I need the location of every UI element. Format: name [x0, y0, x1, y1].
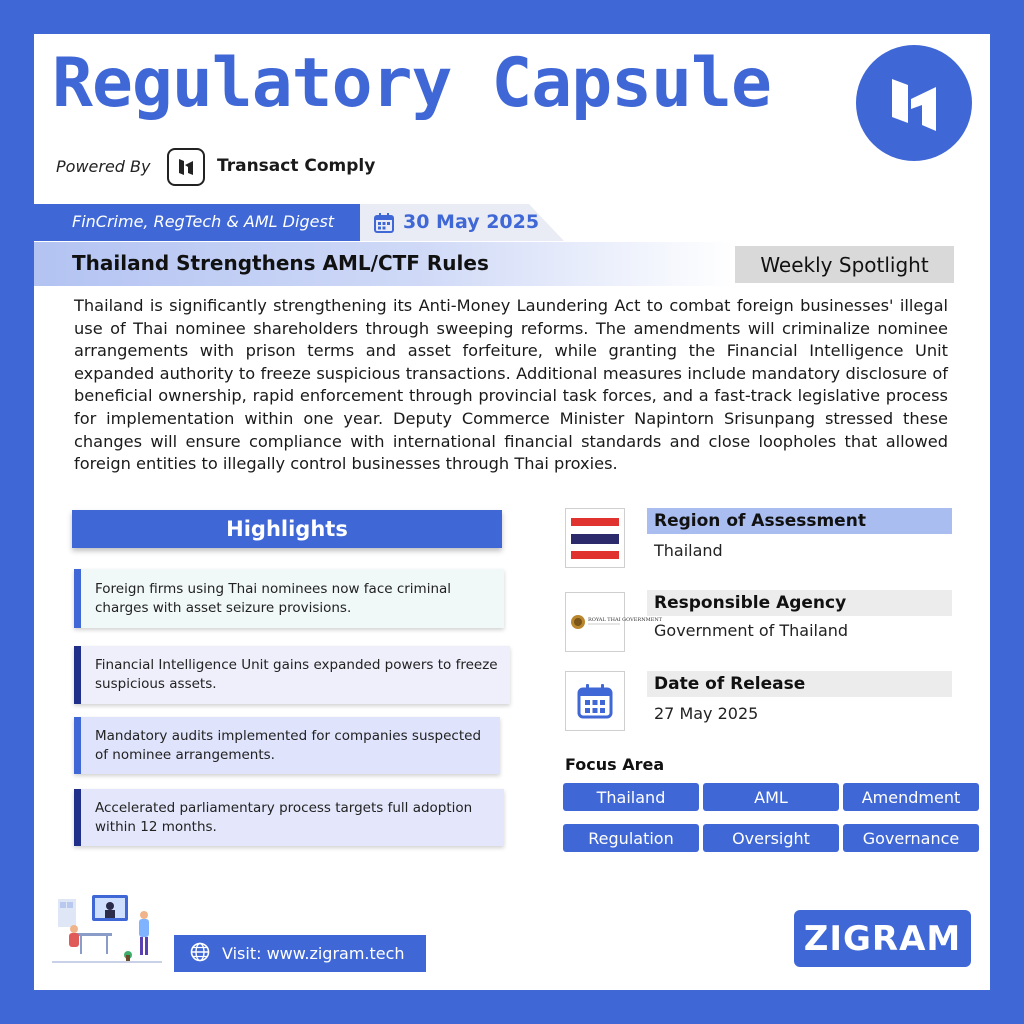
thailand-flag-icon [565, 508, 625, 568]
region-label: Region of Assessment [647, 508, 952, 534]
digest-date: 30 May 2025 [403, 211, 540, 233]
visit-link-text: Visit: www.zigram.tech [222, 944, 405, 963]
focus-tag: Thailand [563, 783, 699, 811]
highlight-text: Foreign firms using Thai nominees now face criminal charges with asset seizure provisions. [95, 580, 452, 616]
partner-name: Transact Comply [217, 156, 376, 176]
release-value: 27 May 2025 [654, 704, 759, 723]
focus-tag: Oversight [703, 824, 839, 852]
brand-logo-icon [856, 45, 972, 161]
highlight-accent-bar [74, 646, 81, 704]
article-headline: Thailand Strengthens AML/CTF Rules [72, 251, 489, 275]
page-title: Regulatory Capsule [52, 44, 771, 123]
highlight-text: Financial Intelligence Unit gains expanded powers to freeze suspicious assets. [95, 657, 498, 692]
highlight-text: Accelerated parliamentary process targets full adoption within 12 months. [95, 799, 473, 835]
capsule-card [34, 34, 990, 990]
agency-logo-text: ROYAL THAI GOVERNMENT [588, 617, 663, 623]
highlight-accent-bar [74, 789, 81, 846]
focus-area-title: Focus Area [565, 755, 665, 774]
highlight-item [74, 789, 504, 846]
highlight-item [74, 717, 500, 774]
royal-thai-government-seal-icon [565, 592, 663, 652]
agency-label: Responsible Agency [647, 590, 952, 616]
highlight-accent-bar [74, 717, 81, 774]
region-value: Thailand [654, 541, 723, 560]
zigram-logo: ZIGRAM [794, 910, 971, 967]
focus-tag: Amendment [843, 783, 979, 811]
weekly-spotlight-badge: Weekly Spotlight [735, 246, 954, 283]
focus-tag: AML [703, 783, 839, 811]
highlight-item [74, 646, 510, 704]
release-calendar-icon [565, 671, 625, 731]
focus-tag: Regulation [563, 824, 699, 852]
digest-label: FinCrime, RegTech & AML Digest [72, 212, 335, 231]
highlight-text: Mandatory audits implemented for companies suspected of nominee arrangements. [95, 727, 482, 763]
agency-value: Government of Thailand [654, 621, 849, 640]
visit-website-link[interactable] [174, 935, 426, 972]
article-body: Thailand is significantly strengthening its Anti-Money Laundering Act to combat foreign businesses' illegal use of Thai nominee shareholders through sweeping reforms. The amendments will criminalize nominee arrangements with prison terms and asset forfeiture, while granting the Financial Intelligence Unit expanded authority to freeze suspicious transactions. Additional measures include mandatory disclosure of beneficial ownership, rapid enforcement through provincial task forces, and a fast-track legislative process for implementation within one year. Deputy Commerce Minister Napintorn Srisunpang stressed these changes will ensure compliance with international financial standards and close loopholes that allowed foreign entities to illegally control businesses through Thai proxies. [74, 296, 948, 474]
focus-tag: Governance [843, 824, 979, 852]
release-label: Date of Release [647, 671, 952, 697]
highlight-accent-bar [74, 569, 81, 628]
powered-by-label: Powered By [56, 157, 151, 176]
transact-comply-logo-icon [167, 148, 205, 186]
highlights-header: Highlights [72, 510, 502, 548]
calendar-icon [374, 213, 394, 237]
highlight-item [74, 569, 504, 628]
globe-icon [190, 942, 210, 966]
office-meeting-illustration [52, 889, 162, 964]
